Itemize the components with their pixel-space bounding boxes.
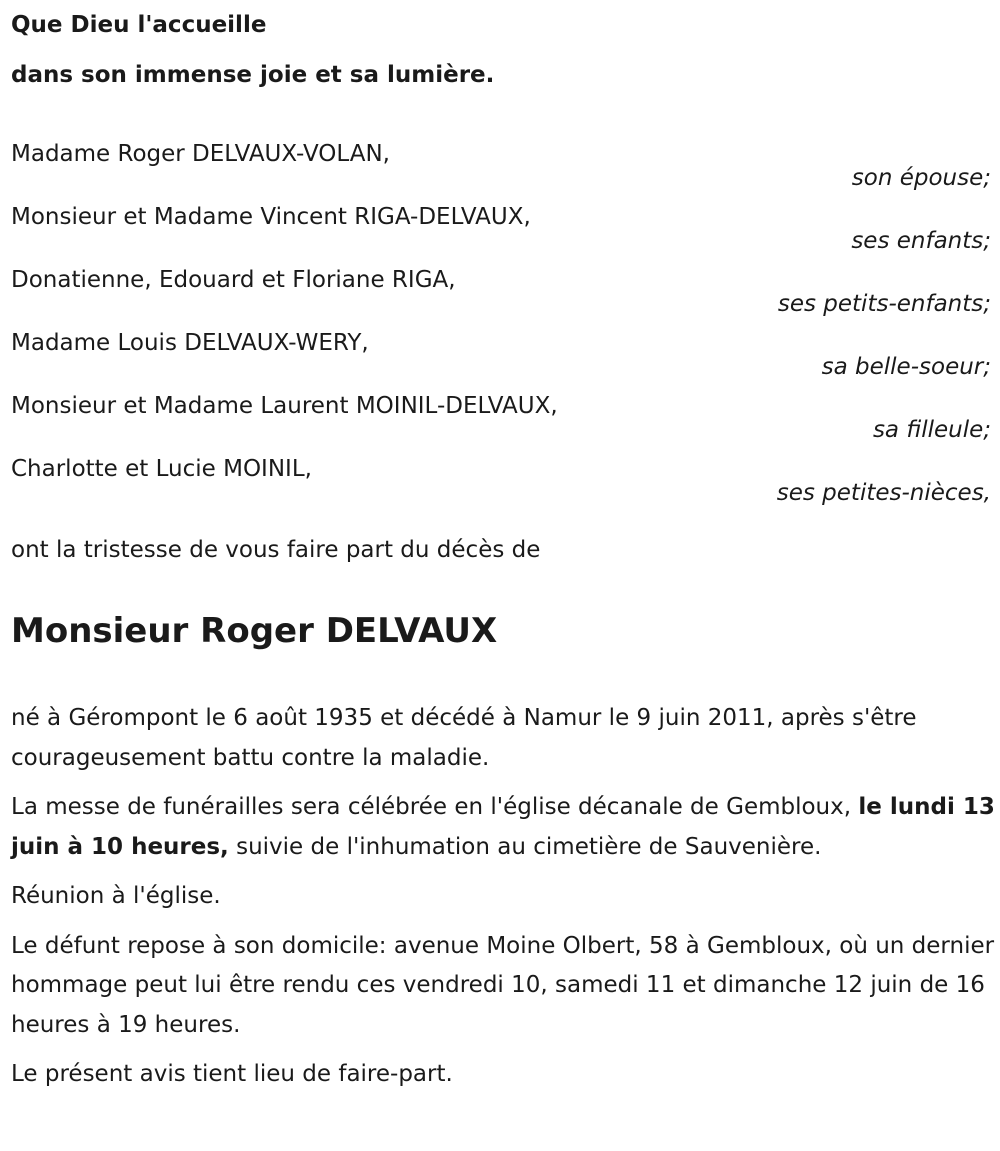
family-row	[11, 324, 991, 387]
family-member-name: Monsieur et Madame Laurent MOINIL-DELVAUX,	[11, 393, 558, 419]
family-member-relation: sa belle-soeur;	[821, 354, 991, 380]
family-member-relation: son épouse;	[851, 165, 991, 191]
deceased-name: Monsieur Roger DELVAUX	[11, 611, 498, 651]
mass-intro-text: La messe de funérailles sera célébrée en l'église décanale de Gembloux,	[11, 794, 859, 820]
family-row	[11, 450, 991, 513]
announcement-intro: ont la tristesse de vous faire part du décès de	[11, 537, 541, 563]
family-member-name: Madame Roger DELVAUX-VOLAN,	[11, 141, 390, 167]
mass-date-text: le lundi 13 juin à 10 heures,	[11, 794, 995, 860]
meeting-paragraph: Réunion à l'église.	[11, 883, 221, 909]
family-member-relation: sa filleule;	[872, 417, 991, 443]
family-member-name: Monsieur et Madame Vincent RIGA-DELVAUX,	[11, 204, 531, 230]
family-member-relation: ses enfants;	[851, 228, 991, 254]
family-row	[11, 261, 991, 324]
birth-death-paragraph: né à Gérompont le 6 août 1935 et décédé à Namur le 9 juin 2011, après s'être courageusement battu contre la maladie.	[11, 705, 917, 771]
quote-block	[11, 0, 494, 100]
family-member-relation: ses petits-enfants;	[777, 291, 991, 317]
family-member-name: Charlotte et Lucie MOINIL,	[11, 456, 312, 482]
quote-line-1: Que Dieu l'accueille	[11, 12, 267, 38]
family-row	[11, 387, 991, 450]
details-section	[11, 699, 996, 1105]
family-member-name: Madame Louis DELVAUX-WERY,	[11, 330, 369, 356]
family-member-relation: ses petites-nièces,	[776, 480, 991, 506]
notice-paragraph: Le présent avis tient lieu de faire-part.	[11, 1061, 453, 1087]
family-row	[11, 198, 991, 261]
funeral-mass-paragraph	[11, 788, 996, 867]
quote-line-2: dans son immense joie et sa lumière.	[11, 62, 495, 88]
family-list	[11, 135, 991, 513]
mass-rest-text: suivie de l'inhumation au cimetière de Sauvenière.	[228, 833, 822, 860]
visitation-paragraph: Le défunt repose à son domicile: avenue Moine Olbert, 58 à Gembloux, où un dernier hommage peut lui être rendu ces vendredi 10, samedi 11 et dimanche 12 juin de 16 heures à 19 heures.	[11, 932, 995, 1038]
family-row	[11, 135, 991, 198]
family-member-name: Donatienne, Edouard et Floriane RIGA,	[11, 267, 456, 293]
